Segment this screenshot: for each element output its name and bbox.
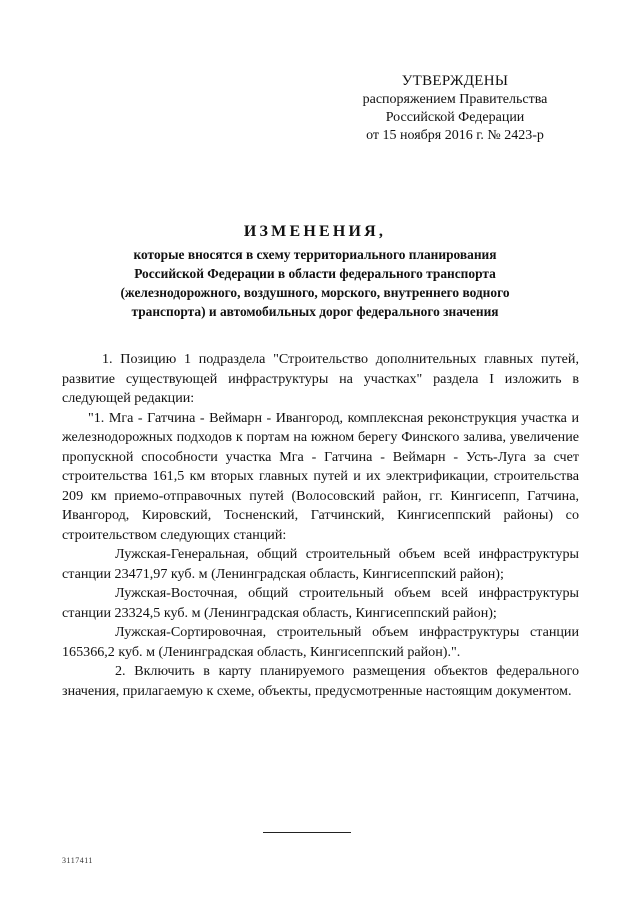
- approval-stamp: [330, 72, 580, 145]
- paragraph-5: Лужская-Сортировочная, строительный объем инфраструктуры станции 165366,2 куб. м (Ленинградская область, Кингисеппский район).".: [62, 624, 579, 660]
- approval-line-3: от 15 ноября 2016 г. № 2423-р: [366, 128, 544, 143]
- paragraph-4: Лужская-Восточная, общий строительный объем всей инфраструктуры станции 23324,5 куб. м (Ленинградская область, Кингисеппский район);: [62, 585, 579, 621]
- approval-line-2: Российской Федерации: [385, 110, 525, 125]
- title-main: ИЗМЕНЕНИЯ,: [243, 223, 387, 240]
- paragraph-6: 2. Включить в карту планируемого размещения объектов федерального значения, прилагаемую к схеме, объекты, предусмотренные настоящим документом.: [62, 663, 579, 699]
- approval-line-1: распоряжением Правительства: [362, 92, 548, 107]
- divider-line: [263, 832, 351, 833]
- document-code: 3117411: [62, 856, 93, 865]
- paragraph-1: 1. Позицию 1 подраздела "Строительство дополнительных главных путей, развитие существующей инфраструктуры на участках" раздела I изложить в следующей редакции:: [62, 351, 579, 406]
- paragraph-2: "1. Мга - Гатчина - Веймарн - Ивангород, комплексная реконструкция участка и железнодорожных подходов к портам на южном берегу Финского залива, увеличение пропускной способности участка Мга - Гатчина - Веймарн - Усть-Луга за счет строительства 161,5 км вторых главных путей и их электрификации, строительства 209 км приемо-отправочных путей (Волосовский район, гг. Кингисепп, Гатчина, Ивангород, Кировский, Тосненский, Гатчинский, Кингисеппский районы) со строительством следующих станций:: [62, 409, 579, 543]
- paragraph-3: Лужская-Генеральная, общий строительный объем всей инфраструктуры станции 23471,97 куб. м (Ленинградская область, Кингисеппский район);: [62, 546, 579, 582]
- document-body: [62, 350, 579, 701]
- approval-heading: УТВЕРЖДЕНЫ: [401, 73, 509, 89]
- title-sub-line-1: которые вносятся в схему территориального планирования: [133, 247, 497, 262]
- document-title: [60, 222, 570, 321]
- title-sub-line-3: (железнодорожного, воздушного, морского, внутреннего водного: [120, 285, 510, 300]
- title-sub-line-2: Российской Федерации в области федерального транспорта: [134, 266, 496, 281]
- title-sub-line-4: транспорта) и автомобильных дорог федерального значения: [131, 304, 499, 319]
